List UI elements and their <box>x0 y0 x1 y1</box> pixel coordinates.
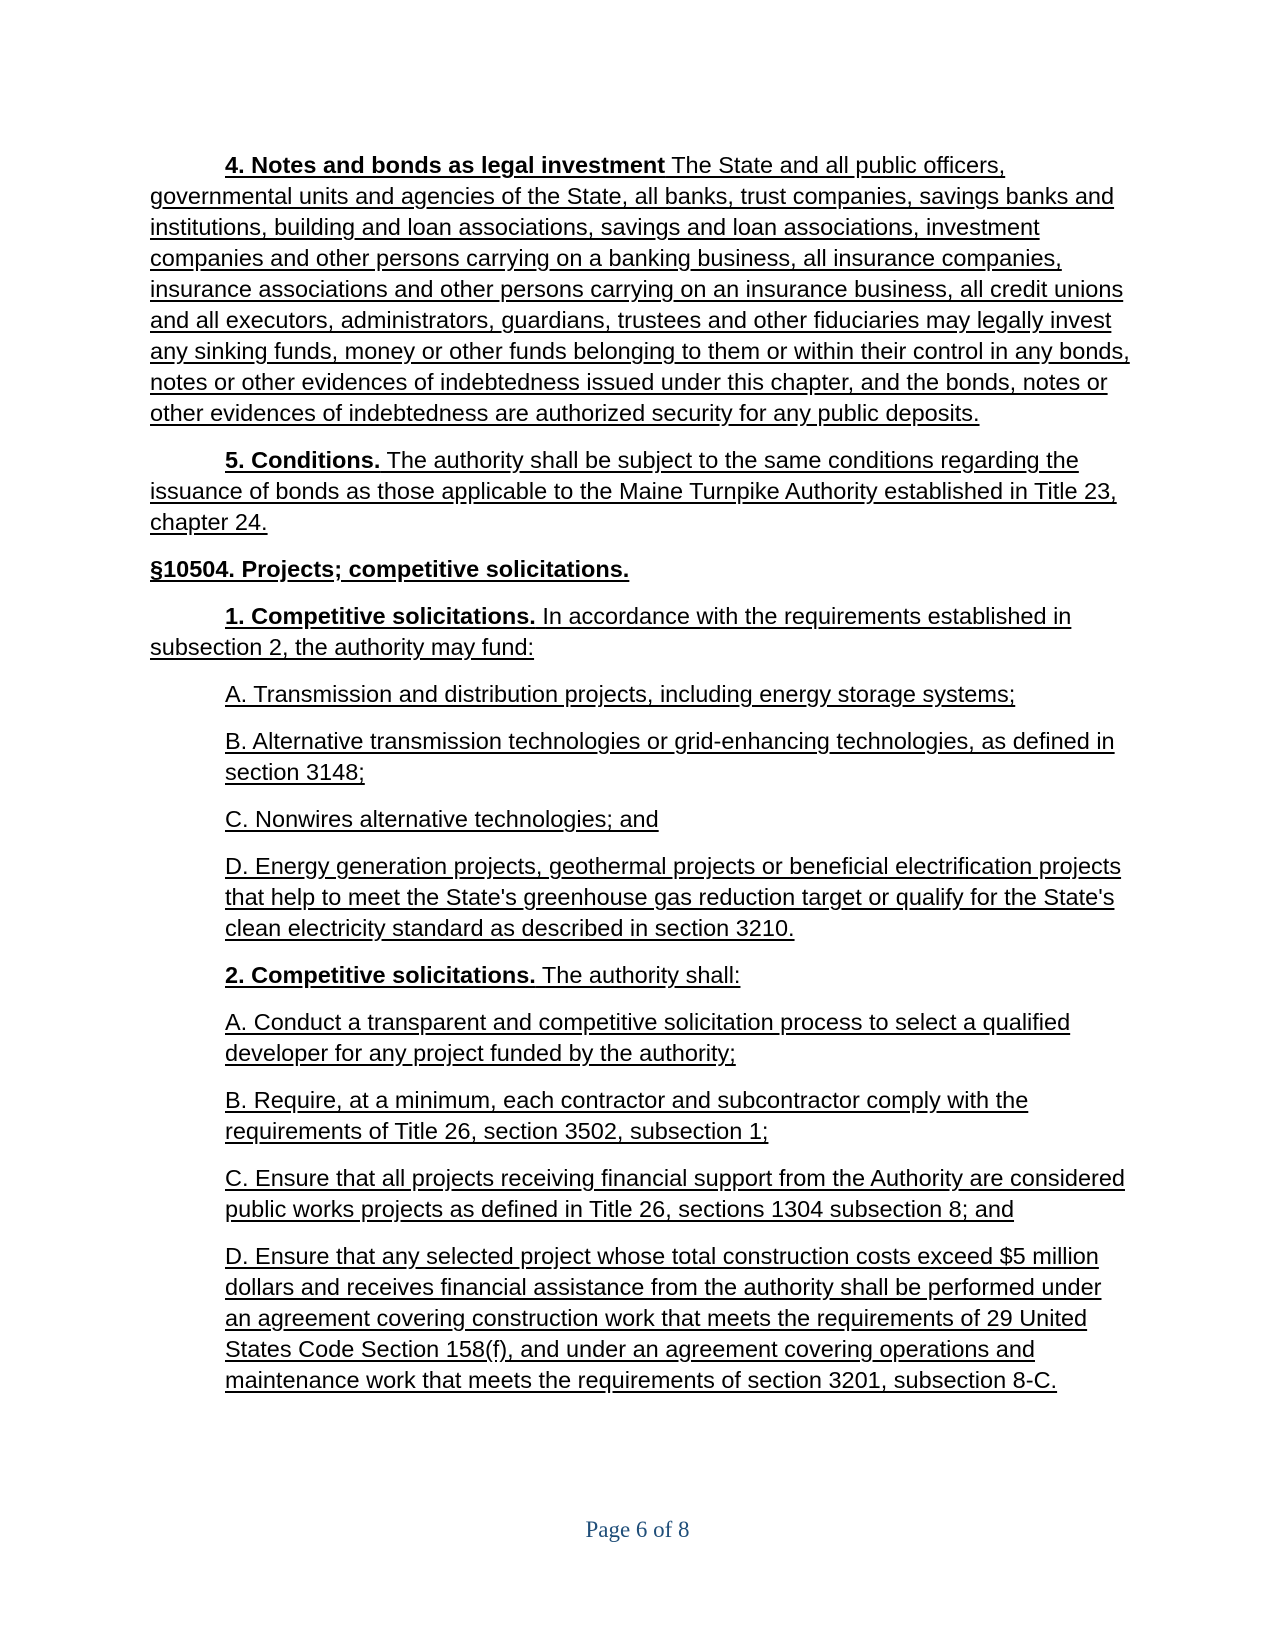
list-item: D. Energy generation projects, geothermal projects or beneficial electrification projects that help to meet the State's greenhouse gas reduction target or qualify for the State's clean electricity standard as described in section 3210. <box>225 853 1122 941</box>
list-item: A. Conduct a transparent and competitive solicitation process to select a qualified developer for any project funded by the authority; <box>225 1009 1071 1066</box>
subsection-1 <box>150 601 1130 663</box>
subsection-heading: 1. Competitive solicitations. <box>225 603 536 629</box>
paragraph-text: The State and all public officers, governmental units and agencies of the State, all banks, trust companies, savings banks and institutions, building and loan associations, savings and loan associations, investment companies and other persons carrying on a banking business, all insurance companies, insurance associations and other persons carrying on an insurance business, all credit unions and all executors, administrators, guardians, trustees and other fiduciaries may legally invest any sinking funds, money or other funds belonging to them or within their control in any bonds, notes or other evidences of indebtedness issued under this chapter, and the bonds, notes or other evidences of indebtedness are authorized security for any public deposits. <box>150 152 1130 426</box>
list-item: D. Ensure that any selected project whose total construction costs exceed $5 million dollars and receives financial assistance from the authority shall be performed under an agreement covering construction work that meets the requirements of 29 United States Code Section 158(f), and under an agreement covering operations and maintenance work that meets the requirements of section 3201, subsection 8-C. <box>225 1243 1102 1393</box>
subsection-2 <box>225 960 1130 991</box>
subsection-text: In accordance with the requirements established in subsection 2, the authority may fund: <box>150 603 1072 660</box>
list-item: C. Ensure that all projects receiving financial support from the Authority are considered public works projects as defined in Title 26, sections 1304 subsection 8; and <box>225 1165 1125 1222</box>
list-item: C. Nonwires alternative technologies; and <box>225 806 659 832</box>
list-item: B. Alternative transmission technologies or grid-enhancing technologies, as defined in section 3148; <box>225 728 1115 785</box>
subsection-text: The authority shall: <box>535 962 741 988</box>
page-number: Page 6 of 8 <box>585 1517 690 1542</box>
paragraph-notes-and-bonds <box>150 150 1130 429</box>
paragraph-text: The authority shall be subject to the same conditions regarding the issuance of bonds as those applicable to the Maine Turnpike Authority established in Title 23, chapter 24. <box>150 447 1117 535</box>
paragraph-heading: 5. Conditions. <box>225 447 381 473</box>
list-item: A. Transmission and distribution projects, including energy storage systems; <box>225 681 1016 707</box>
list-item: B. Require, at a minimum, each contractor and subcontractor comply with the requirements of Title 26, section 3502, subsection 1; <box>225 1087 1029 1144</box>
subsection-heading: 2. Competitive solicitations. <box>225 962 536 988</box>
paragraph-heading: 4. Notes and bonds as legal investment <box>225 152 666 178</box>
document-body <box>150 150 1130 1412</box>
section-heading: §10504. Projects; competitive solicitations. <box>150 556 630 582</box>
paragraph-conditions <box>150 445 1130 538</box>
